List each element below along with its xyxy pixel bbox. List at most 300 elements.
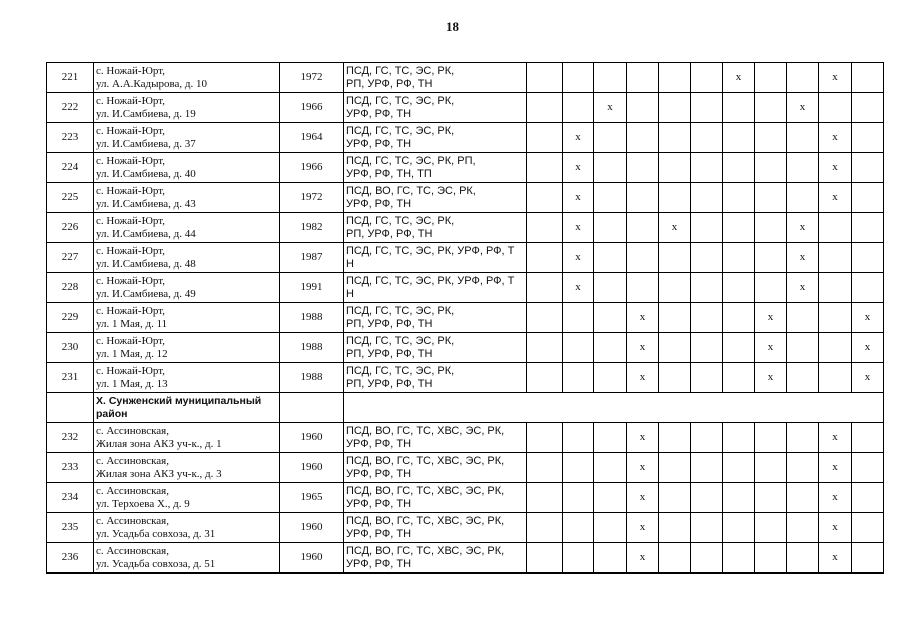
mark-cell	[723, 513, 755, 543]
table-row	[47, 93, 884, 123]
address-locality: с. Ножай-Юрт,	[96, 244, 165, 257]
address-cell	[94, 93, 280, 123]
works-line-2: УРФ, РФ, ТН	[346, 497, 412, 510]
section-title-cell	[94, 393, 280, 423]
mark-cell	[755, 183, 787, 213]
section-title-line-2: район	[96, 407, 128, 420]
address-locality: с. Ножай-Юрт,	[96, 364, 165, 377]
mark-cell	[527, 423, 563, 453]
row-number: 225	[47, 183, 94, 213]
address-street: ул. И.Самбиева, д. 19	[96, 107, 196, 120]
address-cell	[94, 453, 280, 483]
year-cell: 1972	[280, 183, 344, 213]
mark-cell: x	[755, 363, 787, 393]
works-line-1: ПСД, ГС, ТС, ЭС, РК,	[346, 214, 455, 227]
mark-cell	[527, 333, 563, 363]
mark-cell	[852, 543, 884, 574]
mark-cell: x	[563, 123, 594, 153]
address-locality: с. Ножай-Юрт,	[96, 64, 165, 77]
address-cell	[94, 333, 280, 363]
mark-cell	[563, 513, 594, 543]
mark-cell	[527, 303, 563, 333]
year-cell: 1987	[280, 243, 344, 273]
address-street: ул. 1 Мая, д. 11	[96, 317, 168, 330]
works-cell	[344, 543, 527, 574]
year-cell: 1960	[280, 423, 344, 453]
works-line-2: УРФ, РФ, ТН	[346, 467, 412, 480]
mark-cell	[723, 543, 755, 574]
mark-cell	[527, 153, 563, 183]
section-title-line-1: X. Сунженский муниципальный	[96, 394, 262, 407]
mark-cell: x	[627, 333, 659, 363]
address-cell	[94, 153, 280, 183]
row-number: 229	[47, 303, 94, 333]
works-cell	[344, 63, 527, 93]
mark-cell	[659, 483, 691, 513]
mark-cell	[691, 363, 723, 393]
table-row	[47, 423, 884, 453]
mark-cell	[819, 363, 852, 393]
mark-cell	[691, 243, 723, 273]
row-number: 232	[47, 423, 94, 453]
mark-cell: x	[852, 303, 884, 333]
mark-cell	[659, 273, 691, 303]
section-blank-cell	[344, 393, 884, 423]
works-line-2: УРФ, РФ, ТН	[346, 107, 412, 120]
table-row	[47, 303, 884, 333]
mark-cell	[659, 183, 691, 213]
mark-cell	[755, 93, 787, 123]
works-line-1: ПСД, ВО, ГС, ТС, ХВС, ЭС, РК,	[346, 514, 505, 527]
mark-cell	[659, 423, 691, 453]
works-line-1: ПСД, ГС, ТС, ЭС, РК, УРФ, РФ, Т	[346, 244, 515, 257]
mark-cell: x	[563, 213, 594, 243]
works-cell	[344, 363, 527, 393]
mark-cell	[723, 483, 755, 513]
mark-cell: x	[819, 543, 852, 574]
mark-cell: x	[627, 453, 659, 483]
works-line-1: ПСД, ВО, ГС, ТС, ХВС, ЭС, РК,	[346, 424, 505, 437]
mark-cell	[659, 123, 691, 153]
mark-cell	[723, 363, 755, 393]
mark-cell	[563, 333, 594, 363]
mark-cell	[563, 63, 594, 93]
mark-cell	[852, 273, 884, 303]
mark-cell	[755, 483, 787, 513]
table-row	[47, 273, 884, 303]
mark-cell: x	[852, 333, 884, 363]
mark-cell	[594, 453, 627, 483]
mark-cell	[755, 213, 787, 243]
year-cell: 1960	[280, 543, 344, 574]
mark-cell	[594, 303, 627, 333]
mark-cell	[659, 513, 691, 543]
mark-cell	[527, 213, 563, 243]
mark-cell	[787, 63, 819, 93]
mark-cell	[723, 453, 755, 483]
mark-cell	[755, 513, 787, 543]
mark-cell	[755, 153, 787, 183]
address-cell	[94, 363, 280, 393]
row-number: 233	[47, 453, 94, 483]
row-number: 234	[47, 483, 94, 513]
mark-cell: x	[852, 363, 884, 393]
mark-cell	[852, 153, 884, 183]
address-cell	[94, 303, 280, 333]
table-row	[47, 543, 884, 574]
row-number: 224	[47, 153, 94, 183]
mark-cell	[852, 123, 884, 153]
mark-cell: x	[563, 183, 594, 213]
works-line-2: РП, УРФ, РФ, ТН	[346, 347, 433, 360]
mark-cell: x	[627, 483, 659, 513]
mark-cell: x	[563, 153, 594, 183]
section-num-cell	[47, 393, 94, 423]
works-line-2: УРФ, РФ, ТН	[346, 437, 412, 450]
mark-cell	[852, 423, 884, 453]
works-line-1: ПСД, ГС, ТС, ЭС, РК, РП,	[346, 154, 476, 167]
year-cell: 1988	[280, 363, 344, 393]
mark-cell	[594, 363, 627, 393]
mark-cell	[852, 453, 884, 483]
mark-cell	[787, 543, 819, 574]
table-row	[47, 513, 884, 543]
mark-cell	[755, 123, 787, 153]
row-number: 221	[47, 63, 94, 93]
address-street: ул. И.Самбиева, д. 37	[96, 137, 196, 150]
mark-cell	[659, 93, 691, 123]
mark-cell: x	[819, 423, 852, 453]
works-line-1: ПСД, ГС, ТС, ЭС, РК,	[346, 334, 455, 347]
mark-cell	[627, 123, 659, 153]
address-cell	[94, 483, 280, 513]
mark-cell	[723, 303, 755, 333]
works-line-1: ПСД, ГС, ТС, ЭС, РК,	[346, 94, 455, 107]
mark-cell	[787, 333, 819, 363]
mark-cell: x	[627, 513, 659, 543]
mark-cell	[563, 453, 594, 483]
mark-cell	[594, 543, 627, 574]
year-cell: 1988	[280, 303, 344, 333]
row-number: 228	[47, 273, 94, 303]
mark-cell: x	[819, 63, 852, 93]
mark-cell	[723, 333, 755, 363]
address-locality: с. Ассиновская,	[96, 484, 169, 497]
mark-cell	[723, 213, 755, 243]
address-street: Жилая зона АКЗ уч-к., д. 3	[96, 467, 222, 480]
mark-cell	[627, 63, 659, 93]
mark-cell	[594, 273, 627, 303]
mark-cell: x	[659, 213, 691, 243]
mark-cell	[723, 243, 755, 273]
works-line-2: УРФ, РФ, ТН	[346, 197, 412, 210]
mark-cell	[627, 243, 659, 273]
address-street: ул. И.Самбиева, д. 48	[96, 257, 196, 270]
page-number: 18	[446, 19, 459, 34]
address-street: ул. 1 Мая, д. 12	[96, 347, 168, 360]
mark-cell	[563, 543, 594, 574]
mark-cell	[723, 93, 755, 123]
works-line-1: ПСД, ГС, ТС, ЭС, РК,	[346, 304, 455, 317]
mark-cell	[819, 273, 852, 303]
works-line-1: ПСД, ВО, ГС, ТС, ЭС, РК,	[346, 184, 476, 197]
mark-cell: x	[787, 273, 819, 303]
works-cell	[344, 93, 527, 123]
mark-cell	[819, 303, 852, 333]
mark-cell	[627, 153, 659, 183]
address-street: Жилая зона АКЗ уч-к., д. 1	[96, 437, 222, 450]
mark-cell	[659, 543, 691, 574]
table-row	[47, 363, 884, 393]
address-locality: с. Ножай-Юрт,	[96, 274, 165, 287]
mark-cell	[627, 213, 659, 243]
works-line-2: УРФ, РФ, ТН	[346, 557, 412, 570]
works-cell	[344, 423, 527, 453]
row-number: 236	[47, 543, 94, 574]
address-cell	[94, 543, 280, 574]
mark-cell	[527, 243, 563, 273]
mark-cell: x	[627, 303, 659, 333]
mark-cell	[563, 423, 594, 453]
mark-cell	[527, 513, 563, 543]
works-line-2: РП, УРФ, РФ, ТН	[346, 77, 433, 90]
mark-cell	[527, 123, 563, 153]
works-cell	[344, 453, 527, 483]
mark-cell	[755, 423, 787, 453]
mark-cell	[691, 483, 723, 513]
section-year-cell	[280, 393, 344, 423]
mark-cell	[527, 63, 563, 93]
mark-cell	[659, 63, 691, 93]
address-locality: с. Ассиновская,	[96, 544, 169, 557]
mark-cell	[691, 513, 723, 543]
year-cell: 1982	[280, 213, 344, 243]
year-cell: 1966	[280, 93, 344, 123]
address-locality: с. Ассиновская,	[96, 424, 169, 437]
mark-cell	[594, 63, 627, 93]
mark-cell	[691, 423, 723, 453]
address-street: ул. И.Самбиева, д. 43	[96, 197, 196, 210]
mark-cell: x	[563, 243, 594, 273]
mark-cell: x	[627, 363, 659, 393]
works-cell	[344, 483, 527, 513]
year-cell: 1960	[280, 513, 344, 543]
mark-cell	[755, 453, 787, 483]
mark-cell: x	[787, 93, 819, 123]
works-line-2: Н	[346, 287, 354, 300]
works-line-1: ПСД, ГС, ТС, ЭС, РК,	[346, 364, 455, 377]
address-street: ул. Усадьба совхоза, д. 31	[96, 527, 216, 540]
works-cell	[344, 123, 527, 153]
table-row	[47, 63, 884, 93]
mark-cell: x	[819, 453, 852, 483]
mark-cell: x	[787, 243, 819, 273]
address-street: ул. И.Самбиева, д. 49	[96, 287, 196, 300]
mark-cell	[527, 273, 563, 303]
mark-cell	[723, 123, 755, 153]
mark-cell	[594, 123, 627, 153]
mark-cell: x	[723, 63, 755, 93]
works-line-1: ПСД, ВО, ГС, ТС, ХВС, ЭС, РК,	[346, 484, 505, 497]
housing-registry-table	[46, 62, 884, 574]
mark-cell	[659, 303, 691, 333]
address-cell	[94, 213, 280, 243]
mark-cell	[594, 153, 627, 183]
mark-cell	[594, 243, 627, 273]
table-row	[47, 243, 884, 273]
year-cell: 1991	[280, 273, 344, 303]
mark-cell: x	[627, 543, 659, 574]
row-number: 235	[47, 513, 94, 543]
mark-cell	[563, 93, 594, 123]
row-number: 223	[47, 123, 94, 153]
mark-cell	[852, 243, 884, 273]
mark-cell	[787, 153, 819, 183]
mark-cell	[723, 273, 755, 303]
mark-cell	[527, 93, 563, 123]
mark-cell	[659, 453, 691, 483]
address-street: ул. Усадьба совхоза, д. 51	[96, 557, 216, 570]
mark-cell	[563, 363, 594, 393]
mark-cell	[527, 363, 563, 393]
row-number: 226	[47, 213, 94, 243]
mark-cell	[627, 183, 659, 213]
works-cell	[344, 273, 527, 303]
mark-cell	[852, 93, 884, 123]
mark-cell	[527, 453, 563, 483]
row-number: 231	[47, 363, 94, 393]
mark-cell	[691, 153, 723, 183]
mark-cell: x	[594, 93, 627, 123]
mark-cell	[691, 273, 723, 303]
table-row	[47, 333, 884, 363]
works-line-2: УРФ, РФ, ТН	[346, 527, 412, 540]
address-cell	[94, 423, 280, 453]
address-locality: с. Ножай-Юрт,	[96, 94, 165, 107]
table-row	[47, 453, 884, 483]
mark-cell	[691, 453, 723, 483]
mark-cell	[691, 303, 723, 333]
address-cell	[94, 123, 280, 153]
address-street: ул. И.Самбиева, д. 40	[96, 167, 196, 180]
mark-cell	[594, 423, 627, 453]
mark-cell	[852, 183, 884, 213]
mark-cell	[852, 63, 884, 93]
works-cell	[344, 243, 527, 273]
works-cell	[344, 333, 527, 363]
works-cell	[344, 153, 527, 183]
table-body	[47, 63, 884, 574]
mark-cell: x	[787, 213, 819, 243]
address-locality: с. Ножай-Юрт,	[96, 124, 165, 137]
mark-cell	[723, 153, 755, 183]
mark-cell	[852, 213, 884, 243]
year-cell: 1965	[280, 483, 344, 513]
works-line-2: УРФ, РФ, ТН	[346, 137, 412, 150]
mark-cell: x	[755, 333, 787, 363]
mark-cell: x	[755, 303, 787, 333]
mark-cell	[527, 543, 563, 574]
works-line-1: ПСД, ВО, ГС, ТС, ХВС, ЭС, РК,	[346, 544, 505, 557]
table-row	[47, 153, 884, 183]
works-line-2: РП, УРФ, РФ, ТН	[346, 227, 433, 240]
row-number: 222	[47, 93, 94, 123]
address-cell	[94, 513, 280, 543]
mark-cell	[527, 483, 563, 513]
address-street: ул. Терхоева Х., д. 9	[96, 497, 190, 510]
mark-cell	[594, 213, 627, 243]
mark-cell	[723, 183, 755, 213]
works-cell	[344, 513, 527, 543]
mark-cell	[527, 183, 563, 213]
works-cell	[344, 213, 527, 243]
address-locality: с. Ножай-Юрт,	[96, 154, 165, 167]
address-cell	[94, 273, 280, 303]
works-line-2: Н	[346, 257, 354, 270]
mark-cell	[594, 333, 627, 363]
mark-cell	[819, 333, 852, 363]
table-row	[47, 183, 884, 213]
mark-cell	[755, 273, 787, 303]
address-locality: с. Ассиновская,	[96, 454, 169, 467]
works-line-2: УРФ, РФ, ТН, ТП	[346, 167, 432, 180]
works-line-2: РП, УРФ, РФ, ТН	[346, 317, 433, 330]
mark-cell	[787, 183, 819, 213]
mark-cell	[787, 303, 819, 333]
year-cell: 1966	[280, 153, 344, 183]
year-cell: 1972	[280, 63, 344, 93]
table-row	[47, 483, 884, 513]
works-line-1: ПСД, ГС, ТС, ЭС, РК, УРФ, РФ, Т	[346, 274, 515, 287]
works-line-1: ПСД, ГС, ТС, ЭС, РК,	[346, 124, 455, 137]
mark-cell	[563, 483, 594, 513]
mark-cell	[691, 63, 723, 93]
address-cell	[94, 243, 280, 273]
mark-cell	[755, 543, 787, 574]
address-cell	[94, 63, 280, 93]
row-number: 230	[47, 333, 94, 363]
mark-cell	[691, 93, 723, 123]
mark-cell: x	[819, 153, 852, 183]
mark-cell	[594, 483, 627, 513]
address-locality: с. Ассиновская,	[96, 514, 169, 527]
mark-cell	[787, 513, 819, 543]
mark-cell	[787, 423, 819, 453]
address-street: ул. 1 Мая, д. 13	[96, 377, 168, 390]
mark-cell	[819, 93, 852, 123]
mark-cell: x	[627, 423, 659, 453]
mark-cell: x	[819, 123, 852, 153]
mark-cell: x	[819, 483, 852, 513]
address-locality: с. Ножай-Юрт,	[96, 214, 165, 227]
mark-cell	[755, 243, 787, 273]
mark-cell	[852, 483, 884, 513]
mark-cell	[691, 213, 723, 243]
works-line-1: ПСД, ВО, ГС, ТС, ХВС, ЭС, РК,	[346, 454, 505, 467]
mark-cell	[755, 63, 787, 93]
address-cell	[94, 183, 280, 213]
mark-cell	[659, 333, 691, 363]
address-locality: с. Ножай-Юрт,	[96, 184, 165, 197]
mark-cell	[563, 303, 594, 333]
mark-cell	[659, 363, 691, 393]
mark-cell	[787, 453, 819, 483]
mark-cell	[819, 213, 852, 243]
table-row	[47, 213, 884, 243]
works-line-1: ПСД, ГС, ТС, ЭС, РК,	[346, 64, 455, 77]
section-header-row	[47, 393, 884, 423]
mark-cell	[723, 423, 755, 453]
